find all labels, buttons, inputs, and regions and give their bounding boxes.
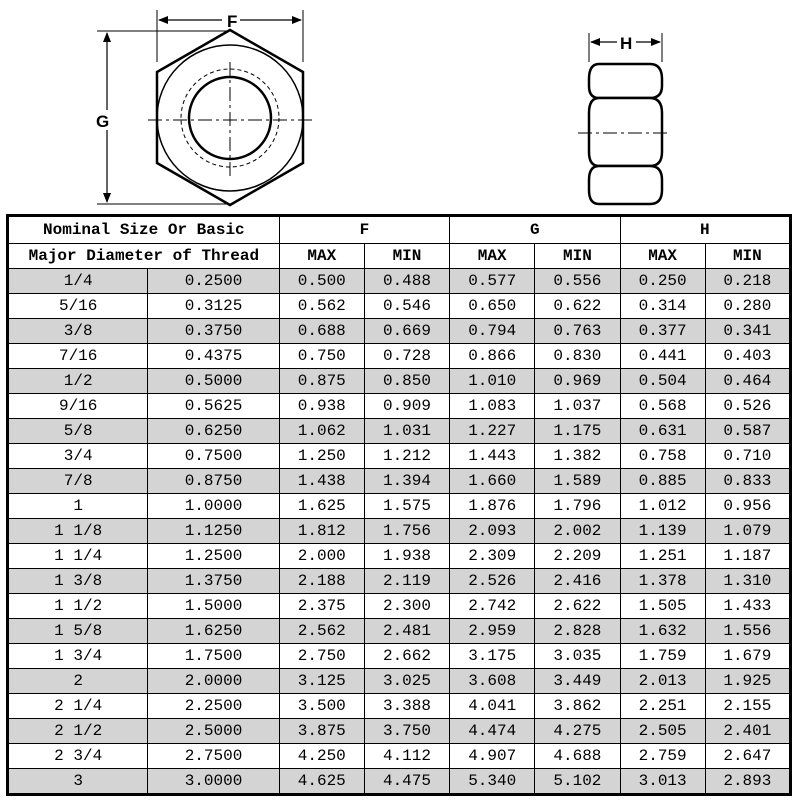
cell-nominal-decimal: 1.6250 <box>148 619 279 644</box>
cell-h-min: 1.556 <box>705 619 790 644</box>
table-row <box>8 719 791 744</box>
table-row <box>8 319 791 344</box>
cell-f-min: 1.938 <box>364 544 449 569</box>
cell-f-max: 2.188 <box>279 569 364 594</box>
table-row <box>8 444 791 469</box>
cell-f-min: 2.662 <box>364 644 449 669</box>
cell-h-min: 1.433 <box>705 594 790 619</box>
cell-g-min: 2.002 <box>535 519 620 544</box>
cell-f-min: 2.119 <box>364 569 449 594</box>
cell-nominal-fraction: 2 3/4 <box>8 744 148 769</box>
cell-g-max: 2.309 <box>450 544 535 569</box>
cell-g-max: 4.041 <box>450 694 535 719</box>
cell-nominal-decimal: 2.5000 <box>148 719 279 744</box>
cell-g-min: 3.035 <box>535 644 620 669</box>
cell-nominal-decimal: 0.6250 <box>148 419 279 444</box>
cell-f-max: 0.500 <box>279 269 364 294</box>
header-h-min: MIN <box>705 244 790 269</box>
cell-nominal-fraction: 5/8 <box>8 419 148 444</box>
cell-f-min: 2.300 <box>364 594 449 619</box>
cell-h-max: 0.885 <box>620 469 705 494</box>
cell-h-max: 1.012 <box>620 494 705 519</box>
cell-g-max: 1.227 <box>450 419 535 444</box>
cell-f-min: 3.025 <box>364 669 449 694</box>
cell-nominal-fraction: 1 1/4 <box>8 544 148 569</box>
cell-h-max: 0.314 <box>620 294 705 319</box>
cell-h-max: 0.631 <box>620 419 705 444</box>
cell-g-max: 4.474 <box>450 719 535 744</box>
cell-h-min: 1.310 <box>705 569 790 594</box>
cell-f-min: 2.481 <box>364 619 449 644</box>
cell-nominal-decimal: 2.7500 <box>148 744 279 769</box>
cell-f-max: 3.500 <box>279 694 364 719</box>
cell-g-min: 0.830 <box>535 344 620 369</box>
cell-h-min: 2.647 <box>705 744 790 769</box>
cell-f-max: 0.562 <box>279 294 364 319</box>
cell-g-min: 0.763 <box>535 319 620 344</box>
cell-g-max: 3.175 <box>450 644 535 669</box>
cell-nominal-fraction: 7/16 <box>8 344 148 369</box>
cell-h-min: 0.464 <box>705 369 790 394</box>
cell-nominal-fraction: 3/8 <box>8 319 148 344</box>
header-h-max: MAX <box>620 244 705 269</box>
cell-nominal-decimal: 0.8750 <box>148 469 279 494</box>
cell-g-min: 1.382 <box>535 444 620 469</box>
cell-nominal-decimal: 0.3750 <box>148 319 279 344</box>
cell-h-max: 1.378 <box>620 569 705 594</box>
cell-nominal-decimal: 1.1250 <box>148 519 279 544</box>
cell-h-min: 1.187 <box>705 544 790 569</box>
cell-h-min: 2.401 <box>705 719 790 744</box>
cell-f-max: 0.938 <box>279 394 364 419</box>
hex-nut-dimension-drawing <box>0 0 800 213</box>
cell-g-max: 2.526 <box>450 569 535 594</box>
cell-h-max: 2.251 <box>620 694 705 719</box>
header-nominal-size-line1: Nominal Size Or Basic <box>8 216 280 244</box>
cell-g-max: 2.742 <box>450 594 535 619</box>
header-f-max: MAX <box>279 244 364 269</box>
header-f-min: MIN <box>364 244 449 269</box>
cell-nominal-fraction: 1 <box>8 494 148 519</box>
cell-nominal-fraction: 2 1/4 <box>8 694 148 719</box>
table-row <box>8 494 791 519</box>
table-row <box>8 469 791 494</box>
cell-h-max: 1.251 <box>620 544 705 569</box>
cell-f-max: 2.750 <box>279 644 364 669</box>
cell-f-min: 3.388 <box>364 694 449 719</box>
cell-nominal-decimal: 1.2500 <box>148 544 279 569</box>
cell-g-max: 1.083 <box>450 394 535 419</box>
cell-nominal-decimal: 3.0000 <box>148 769 279 795</box>
cell-h-max: 0.568 <box>620 394 705 419</box>
cell-h-max: 0.441 <box>620 344 705 369</box>
cell-h-max: 0.758 <box>620 444 705 469</box>
cell-g-min: 0.556 <box>535 269 620 294</box>
cell-g-max: 0.794 <box>450 319 535 344</box>
cell-h-max: 2.505 <box>620 719 705 744</box>
cell-f-min: 0.909 <box>364 394 449 419</box>
table-row <box>8 519 791 544</box>
cell-h-min: 2.155 <box>705 694 790 719</box>
cell-f-min: 3.750 <box>364 719 449 744</box>
header-g-max: MAX <box>450 244 535 269</box>
cell-f-min: 0.546 <box>364 294 449 319</box>
cell-h-max: 0.377 <box>620 319 705 344</box>
cell-g-min: 5.102 <box>535 769 620 795</box>
header-g-min: MIN <box>535 244 620 269</box>
table-row <box>8 594 791 619</box>
cell-h-max: 1.759 <box>620 644 705 669</box>
cell-nominal-decimal: 0.7500 <box>148 444 279 469</box>
cell-f-max: 1.812 <box>279 519 364 544</box>
cell-nominal-fraction: 1 3/4 <box>8 644 148 669</box>
cell-nominal-decimal: 1.5000 <box>148 594 279 619</box>
cell-f-min: 0.488 <box>364 269 449 294</box>
cell-g-min: 1.175 <box>535 419 620 444</box>
cell-f-max: 2.000 <box>279 544 364 569</box>
cell-f-min: 4.112 <box>364 744 449 769</box>
header-group-h: H <box>620 216 790 244</box>
cell-g-max: 1.660 <box>450 469 535 494</box>
cell-f-min: 0.728 <box>364 344 449 369</box>
cell-g-min: 1.037 <box>535 394 620 419</box>
cell-nominal-fraction: 1/2 <box>8 369 148 394</box>
dimension-h <box>589 33 662 62</box>
table-row <box>8 619 791 644</box>
table-row <box>8 294 791 319</box>
table-row <box>8 769 791 795</box>
cell-nominal-decimal: 2.0000 <box>148 669 279 694</box>
cell-nominal-fraction: 3/4 <box>8 444 148 469</box>
hex-nut-dimension-table <box>6 214 792 796</box>
cell-h-min: 2.893 <box>705 769 790 795</box>
cell-g-min: 3.449 <box>535 669 620 694</box>
cell-h-min: 0.587 <box>705 419 790 444</box>
table-row <box>8 644 791 669</box>
table-subheader-row <box>8 244 791 269</box>
header-group-g: G <box>450 216 620 244</box>
table-row <box>8 419 791 444</box>
cell-nominal-decimal: 0.4375 <box>148 344 279 369</box>
cell-g-max: 5.340 <box>450 769 535 795</box>
cell-g-max: 1.010 <box>450 369 535 394</box>
cell-h-max: 0.250 <box>620 269 705 294</box>
cell-nominal-decimal: 1.0000 <box>148 494 279 519</box>
cell-nominal-decimal: 0.3125 <box>148 294 279 319</box>
cell-h-min: 0.710 <box>705 444 790 469</box>
cell-f-max: 0.688 <box>279 319 364 344</box>
cell-nominal-fraction: 1 3/8 <box>8 569 148 594</box>
cell-nominal-decimal: 2.2500 <box>148 694 279 719</box>
table-row <box>8 344 791 369</box>
header-nominal-size-line2: Major Diameter of Thread <box>8 244 280 269</box>
cell-h-min: 0.280 <box>705 294 790 319</box>
dimension-g-label: G <box>96 112 110 131</box>
cell-f-max: 2.562 <box>279 619 364 644</box>
cell-nominal-decimal: 0.2500 <box>148 269 279 294</box>
cell-f-min: 1.756 <box>364 519 449 544</box>
cell-h-max: 1.632 <box>620 619 705 644</box>
cell-g-max: 1.443 <box>450 444 535 469</box>
cell-f-min: 4.475 <box>364 769 449 795</box>
table-row <box>8 269 791 294</box>
cell-g-min: 0.622 <box>535 294 620 319</box>
cell-nominal-fraction: 2 1/2 <box>8 719 148 744</box>
table-row <box>8 669 791 694</box>
cell-nominal-fraction: 1 1/2 <box>8 594 148 619</box>
cell-g-max: 1.876 <box>450 494 535 519</box>
cell-g-min: 4.688 <box>535 744 620 769</box>
cell-f-min: 0.850 <box>364 369 449 394</box>
cell-g-min: 2.828 <box>535 619 620 644</box>
cell-g-min: 2.416 <box>535 569 620 594</box>
cell-g-max: 2.093 <box>450 519 535 544</box>
cell-nominal-fraction: 5/16 <box>8 294 148 319</box>
dimension-h-label: H <box>620 34 633 53</box>
cell-f-max: 2.375 <box>279 594 364 619</box>
cell-nominal-fraction: 7/8 <box>8 469 148 494</box>
cell-f-min: 1.212 <box>364 444 449 469</box>
cell-nominal-fraction: 2 <box>8 669 148 694</box>
cell-nominal-fraction: 1 5/8 <box>8 619 148 644</box>
cell-g-max: 2.959 <box>450 619 535 644</box>
cell-g-min: 1.796 <box>535 494 620 519</box>
cell-nominal-decimal: 0.5625 <box>148 394 279 419</box>
cell-h-max: 1.139 <box>620 519 705 544</box>
cell-nominal-decimal: 1.3750 <box>148 569 279 594</box>
cell-g-min: 2.622 <box>535 594 620 619</box>
cell-f-min: 1.575 <box>364 494 449 519</box>
table-row <box>8 394 791 419</box>
cell-g-max: 0.650 <box>450 294 535 319</box>
cell-g-max: 4.907 <box>450 744 535 769</box>
cell-nominal-fraction: 9/16 <box>8 394 148 419</box>
cell-h-min: 0.526 <box>705 394 790 419</box>
cell-h-min: 0.833 <box>705 469 790 494</box>
cell-nominal-decimal: 1.7500 <box>148 644 279 669</box>
cell-f-max: 0.750 <box>279 344 364 369</box>
cell-f-max: 1.250 <box>279 444 364 469</box>
cell-f-min: 0.669 <box>364 319 449 344</box>
cell-g-min: 1.589 <box>535 469 620 494</box>
cell-h-max: 2.759 <box>620 744 705 769</box>
cell-h-min: 0.341 <box>705 319 790 344</box>
table-body <box>8 269 791 795</box>
cell-h-max: 2.013 <box>620 669 705 694</box>
cell-h-min: 0.403 <box>705 344 790 369</box>
cell-h-max: 1.505 <box>620 594 705 619</box>
cell-f-max: 4.625 <box>279 769 364 795</box>
cell-h-min: 1.679 <box>705 644 790 669</box>
cell-g-max: 3.608 <box>450 669 535 694</box>
cell-g-min: 2.209 <box>535 544 620 569</box>
cell-g-max: 0.866 <box>450 344 535 369</box>
header-group-f: F <box>279 216 449 244</box>
table-row <box>8 694 791 719</box>
cell-h-max: 0.504 <box>620 369 705 394</box>
table-row <box>8 744 791 769</box>
cell-h-min: 0.218 <box>705 269 790 294</box>
cell-f-min: 1.031 <box>364 419 449 444</box>
table-row <box>8 569 791 594</box>
cell-f-min: 1.394 <box>364 469 449 494</box>
cell-nominal-fraction: 1/4 <box>8 269 148 294</box>
cell-f-max: 4.250 <box>279 744 364 769</box>
cell-h-min: 0.956 <box>705 494 790 519</box>
cell-h-min: 1.925 <box>705 669 790 694</box>
cell-nominal-fraction: 1 1/8 <box>8 519 148 544</box>
cell-f-max: 3.875 <box>279 719 364 744</box>
cell-f-max: 3.125 <box>279 669 364 694</box>
cell-f-max: 0.875 <box>279 369 364 394</box>
cell-g-max: 0.577 <box>450 269 535 294</box>
table-row <box>8 544 791 569</box>
cell-g-min: 4.275 <box>535 719 620 744</box>
hex-nut-front-view <box>148 30 312 205</box>
table-header-row <box>8 216 791 244</box>
cell-g-min: 3.862 <box>535 694 620 719</box>
dimension-f-label: F <box>227 12 238 31</box>
table-row <box>8 369 791 394</box>
cell-f-max: 1.625 <box>279 494 364 519</box>
cell-nominal-fraction: 3 <box>8 769 148 795</box>
cell-h-min: 1.079 <box>705 519 790 544</box>
cell-f-max: 1.062 <box>279 419 364 444</box>
cell-g-min: 0.969 <box>535 369 620 394</box>
cell-nominal-decimal: 0.5000 <box>148 369 279 394</box>
cell-h-max: 3.013 <box>620 769 705 795</box>
cell-f-max: 1.438 <box>279 469 364 494</box>
hex-nut-side-view <box>578 64 668 204</box>
